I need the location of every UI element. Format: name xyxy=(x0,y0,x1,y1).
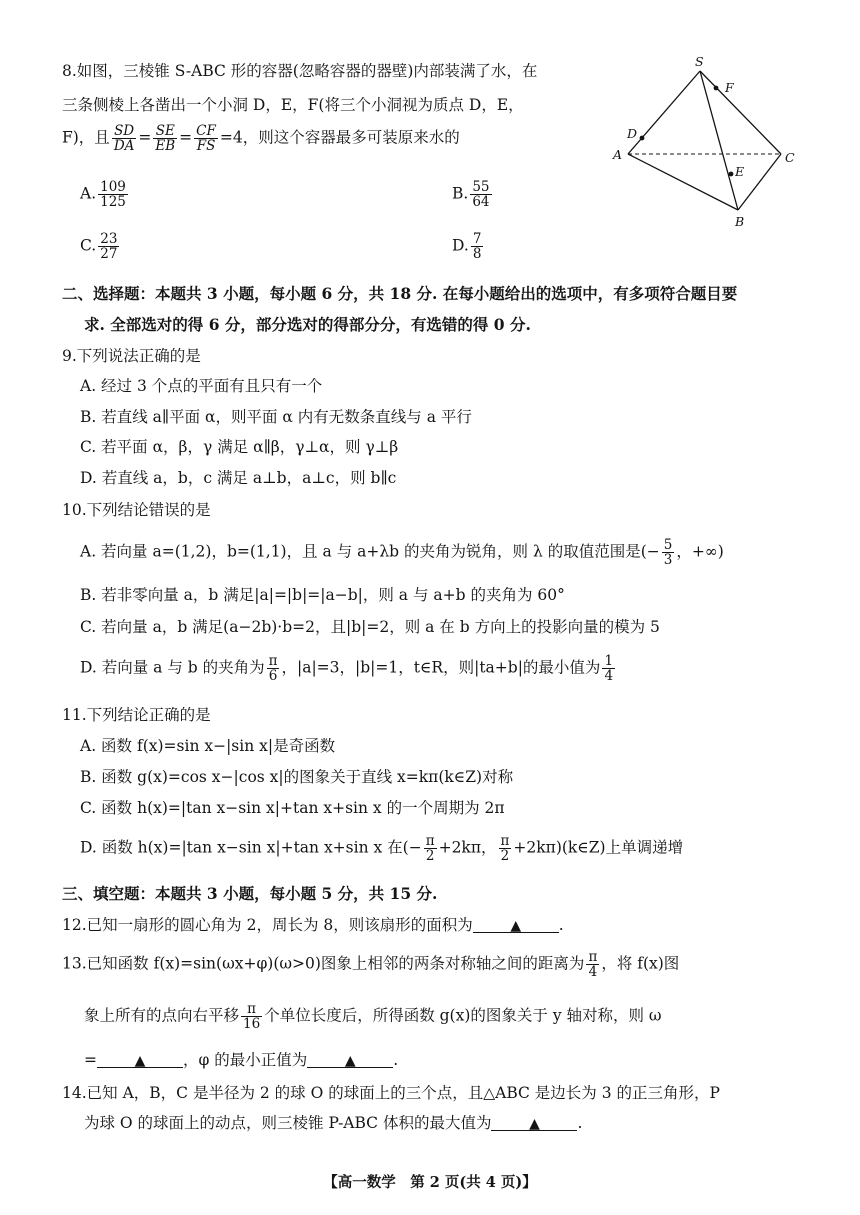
q10-option-d xyxy=(80,654,617,683)
q13-fraction xyxy=(586,950,599,979)
option-text: D. 若向量 a 与 b 的夹角为 xyxy=(80,658,265,677)
q11-option-b: B. 函数 g(x)=cos x−|cos x|的图象关于直线 x=kπ(k∈Z)对称 xyxy=(80,768,514,786)
frac-numerator: SD xyxy=(112,124,137,139)
frac-numerator: 23 xyxy=(100,231,118,247)
q8-line2: 三条侧棱上各凿出一个小洞 D，E，F(将三个小洞视为质点 D，E， xyxy=(62,96,524,114)
q12-end: . xyxy=(558,916,564,934)
q13-text: 象上所有的点向右平移 xyxy=(84,1006,240,1025)
q13-text-end: ，将 f(x)图 xyxy=(601,954,680,973)
option-label: A. xyxy=(80,184,97,203)
section-2-heading: 二、选择题：本题共 3 小题，每小题 6 分，共 18 分. 在每小题给出的选项中，有多项符合题目要 xyxy=(62,284,738,303)
q13-text-mid: ，φ 的最小正值为 xyxy=(183,1051,308,1069)
q9-option-c: C. 若平面 α，β，γ 满足 α∥β，γ⊥α，则 γ⊥β xyxy=(80,438,399,456)
label-b: B xyxy=(735,214,745,229)
frac-denominator: 4 xyxy=(588,964,598,981)
option-label: B. xyxy=(452,184,469,203)
frac-denominator: 27 xyxy=(100,246,118,263)
edge-bc xyxy=(738,154,781,210)
frac-numerator: CF xyxy=(196,123,216,139)
frac-numerator: 109 xyxy=(100,179,126,195)
q8-frac-cf-fs xyxy=(194,124,218,153)
frac-denominator: 3 xyxy=(663,552,673,569)
frac-numerator: SE xyxy=(153,124,177,139)
section-2-heading-cont: 求. 全部选对的得 6 分，部分选对的得部分分，有选错的得 0 分. xyxy=(84,315,531,334)
frac-numerator: 7 xyxy=(472,231,482,247)
frac-numerator: π xyxy=(425,833,435,849)
q13-end: . xyxy=(393,1051,399,1069)
q14-line1: 14.已知 A，B，C 是半径为 2 的球 O 的球面上的三个点，且△ABC 是边长为 3 的正三角形，P xyxy=(62,1084,720,1102)
option-fraction xyxy=(267,654,280,683)
q10-option-b: B. 若非零向量 a，b 满足|a|=|b|=|a−b|，则 a 与 a+b 的夹角为 60° xyxy=(80,586,565,604)
q10-option-c: C. 若向量 a，b 满足(a−2b)·b=2，且|b|=2，则 a 在 b 方向上的投影向量的模为 5 xyxy=(80,618,660,636)
edge-ab xyxy=(628,154,738,210)
option-text-end: +2kπ)(k∈Z)上单调递增 xyxy=(513,838,684,857)
q11-option-c: C. 函数 h(x)=|tan x−sin x|+tan x+sin x 的一个周期为 2π xyxy=(80,799,505,817)
q8-line3-pre: F)，且 xyxy=(62,128,110,147)
point-f xyxy=(714,86,719,91)
q8-option-c xyxy=(80,232,121,261)
frac-denominator: 2 xyxy=(425,848,435,865)
option-text-end: ，+∞) xyxy=(676,542,724,561)
q14-line2 xyxy=(84,1114,582,1133)
q13-text: 13.已知函数 f(x)=sin(ωx+φ)(ω>0)图象上相邻的两条对称轴之间的距离为 xyxy=(62,954,585,973)
frac-denominator: 64 xyxy=(472,194,490,211)
option-fraction xyxy=(470,180,491,209)
option-fraction xyxy=(471,232,484,261)
q14-answer-blank[interactable] xyxy=(491,1114,577,1131)
q13-text-end: 个单位长度后，所得函数 g(x)的图象关于 y 轴对称，则 ω xyxy=(264,1006,662,1025)
q13-fraction xyxy=(241,1002,262,1031)
option-fraction xyxy=(602,654,615,683)
option-fraction xyxy=(499,834,512,863)
q14-end: . xyxy=(577,1114,583,1132)
q11-option-d xyxy=(80,834,683,863)
option-text: A. 若向量 a=(1,2)，b=(1,1)，且 a 与 a+λb 的夹角为锐角，则 λ 的取值范围是(− xyxy=(80,542,660,561)
option-fraction xyxy=(424,834,437,863)
q13-phi-blank[interactable] xyxy=(307,1051,393,1068)
point-d xyxy=(640,136,645,141)
frac-numerator: π xyxy=(588,949,598,965)
edge-sc xyxy=(700,71,781,154)
option-fraction xyxy=(662,538,675,567)
q8-option-b xyxy=(452,180,494,209)
frac-numerator: π xyxy=(241,1002,262,1017)
q13-eq: = xyxy=(84,1051,97,1069)
q9-option-b: B. 若直线 a∥平面 α，则平面 α 内有无数条直线与 a 平行 xyxy=(80,408,472,426)
triangle-marker-icon: ▲ xyxy=(344,1053,356,1069)
q13-line3 xyxy=(84,1051,398,1070)
frac-denominator: 8 xyxy=(472,246,482,263)
q8-option-a xyxy=(80,180,130,209)
q8-frac-sd-da xyxy=(112,124,137,153)
label-a: A xyxy=(613,147,623,162)
frac-denominator: 125 xyxy=(100,194,126,211)
triangle-marker-icon: ▲ xyxy=(134,1053,146,1069)
q13-line2 xyxy=(84,1002,662,1031)
section-3-heading: 三、填空题：本题共 3 小题，每小题 5 分，共 15 分. xyxy=(62,884,438,903)
q9-stem: 9.下列说法正确的是 xyxy=(62,347,201,365)
option-fraction xyxy=(98,232,119,261)
q11-stem: 11.下列结论正确的是 xyxy=(62,706,211,724)
frac-denominator: 4 xyxy=(604,668,614,685)
q10-option-a xyxy=(80,538,724,567)
label-d: D xyxy=(627,126,638,141)
label-e: E xyxy=(735,164,745,179)
label-s: S xyxy=(695,54,704,69)
q9-option-d: D. 若直线 a，b，c 满足 a⊥b，a⊥c，则 b∥c xyxy=(80,469,397,487)
frac-denominator: FS xyxy=(196,138,216,155)
label-c: C xyxy=(785,150,795,165)
option-label: D. xyxy=(452,236,469,255)
q11-option-a: A. 函数 f(x)=sin x−|sin x|是奇函数 xyxy=(80,737,336,755)
point-e xyxy=(729,172,734,177)
option-text-mid: +2kπ， xyxy=(438,838,497,857)
option-text: D. 函数 h(x)=|tan x−sin x|+tan x+sin x 在(− xyxy=(80,838,422,857)
q10-stem: 10.下列结论错误的是 xyxy=(62,501,211,519)
triangle-marker-icon: ▲ xyxy=(529,1116,540,1132)
edge-sa xyxy=(628,71,700,154)
q8-line1: 8.如图，三棱锥 S-ABC 形的容器(忽略容器的器壁)内部装满了水，在 xyxy=(62,62,538,80)
q13-line1 xyxy=(62,950,679,979)
triangle-marker-icon: ▲ xyxy=(510,918,522,934)
q13-omega-blank[interactable] xyxy=(97,1051,183,1068)
q9-option-a: A. 经过 3 个点的平面有且只有一个 xyxy=(80,377,323,395)
q8-line3: F)，且 $\frac{SD}{DA}$ = $\frac{SE}{EB}$ = $\frac{CF}{FS}$ =4，则这个容器最多可装原来水的 xyxy=(62,123,460,155)
option-label: C. xyxy=(80,236,97,255)
q8-line3-post: =4，则这个容器最多可装原来水的 xyxy=(219,128,460,147)
frac-denominator: 16 xyxy=(243,1016,261,1033)
option-fraction xyxy=(98,180,128,209)
pyramid-figure xyxy=(605,52,805,237)
q12-stem: 12.已知一扇形的圆心角为 2，周长为 8，则该扇形的面积为 xyxy=(62,916,473,934)
frac-denominator: EB xyxy=(155,138,176,155)
frac-denominator: 2 xyxy=(500,848,510,865)
frac-denominator: DA xyxy=(113,138,135,155)
label-f: F xyxy=(725,80,734,95)
q8-frac-se-eb xyxy=(153,124,177,153)
option-text-mid: ，|a|=3，|b|=1，t∈R，则|ta+b|的最小值为 xyxy=(281,658,601,677)
frac-numerator: 1 xyxy=(604,653,614,669)
page-footer: 【高一数学 第 2 页(共 4 页)】 xyxy=(323,1174,537,1191)
frac-numerator: 55 xyxy=(472,179,490,195)
q12-answer-blank[interactable] xyxy=(473,916,559,933)
frac-numerator: π xyxy=(500,833,510,849)
frac-numerator: 5 xyxy=(663,537,673,553)
frac-denominator: 6 xyxy=(268,668,278,685)
q8-option-d xyxy=(452,232,485,261)
q14-text: 为球 O 的球面上的动点，则三棱锥 P-ABC 体积的最大值为 xyxy=(84,1114,492,1132)
q12-text xyxy=(62,916,564,935)
frac-numerator: π xyxy=(268,653,278,669)
